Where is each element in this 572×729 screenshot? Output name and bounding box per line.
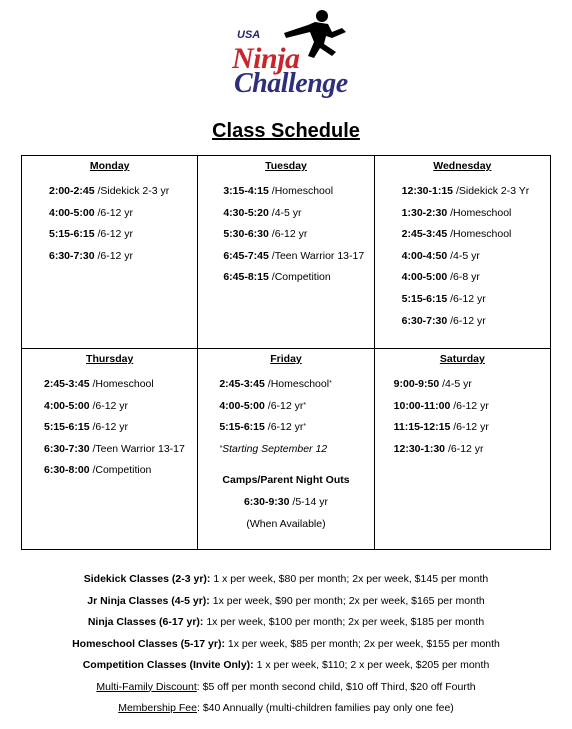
class-entry: 4:00-4:50 /4-5 yr xyxy=(401,249,480,262)
schedule-table xyxy=(21,155,551,550)
pricing-line: Competition Classes (Invite Only): 1 x per week, $110; 2 x per week, $205 per month xyxy=(82,659,490,671)
camps-availability-note: (When Available) xyxy=(246,517,326,530)
membership-fee: Membership Fee: $40 Annually (multi-children families pay only one fee) xyxy=(118,702,454,714)
class-entry: 12:30-1:15 /Sidekick 2-3 Yr xyxy=(401,185,530,197)
class-entry: 2:45-3:45 /Homeschool* xyxy=(219,378,332,390)
friday-start-note: *Starting September 12 xyxy=(219,442,328,455)
camps-time-row: 6:30-9:30 /5-14 yr xyxy=(243,495,329,508)
class-entry: 4:30-5:20 /4-5 yr xyxy=(223,206,302,219)
logo-ninja-text: Ninja xyxy=(232,42,300,75)
class-entry: 6:30-7:30 /6-12 yr xyxy=(49,249,134,262)
class-entry: 4:00-5:00 /6-12 yr xyxy=(49,206,134,219)
class-entry: 5:15-6:15 /6-12 yr xyxy=(44,421,129,434)
pricing-line: Ninja Classes (6-17 yr): 1x per week, $100 per month; 2x per week, $185 per month xyxy=(87,616,485,628)
day-heading: Friday xyxy=(270,353,302,365)
day-cell-monday xyxy=(22,156,198,349)
class-entry: 12:30-1:30 /6-12 yr xyxy=(393,442,484,455)
class-entry: 5:15-6:15 /6-12 yr* xyxy=(219,421,307,434)
day-cell-saturday xyxy=(374,349,550,550)
class-entry: 5:15-6:15 /6-12 yr xyxy=(401,292,486,305)
day-heading: Thursday xyxy=(86,353,134,365)
day-cell-wednesday xyxy=(374,156,550,349)
day-heading: Wednesday xyxy=(433,160,492,172)
day-cell-tuesday xyxy=(198,156,374,349)
camps-heading: Camps/Parent Night Outs xyxy=(222,474,350,487)
class-entry: 5:15-6:15 /6-12 yr xyxy=(49,228,134,241)
class-entry: 10:00-11:00 /6-12 yr xyxy=(393,399,489,412)
usa-ninja-challenge-logo xyxy=(228,10,358,102)
class-entry: 2:45-3:45 /Homeschool xyxy=(401,228,512,241)
pricing-line: Homeschool Classes (5-17 yr): 1x per week, $85 per month; 2x per week, $155 per month xyxy=(72,637,500,650)
class-entry: 4:00-5:00 /6-12 yr* xyxy=(219,399,307,412)
page-title: Class Schedule xyxy=(212,120,360,142)
class-entry: 2:00-2:45 /Sidekick 2-3 yr xyxy=(49,185,170,197)
day-cell-friday xyxy=(198,349,374,550)
logo-usa-text: USA xyxy=(237,29,261,41)
class-entry: 4:00-5:00 /6-8 yr xyxy=(401,271,480,284)
class-entry: 6:30-8:00 /Competition xyxy=(44,464,152,477)
class-entry: 11:15-12:15 /6-12 yr xyxy=(393,421,489,434)
class-entry: 5:30-6:30 /6-12 yr xyxy=(223,228,308,241)
day-heading: Saturday xyxy=(439,353,485,365)
day-heading: Tuesday xyxy=(265,160,307,172)
pricing-line: Sidekick Classes (2-3 yr): 1 x per week, $80 per month; 2x per week, $145 per month xyxy=(83,573,489,585)
class-entry: 6:30-7:30 /6-12 yr xyxy=(401,314,486,327)
camps-section xyxy=(198,473,373,538)
multi-family-discount: Multi-Family Discount: $5 off per month second child, $10 off Third, $20 off Fourth xyxy=(96,680,476,693)
pricing-section xyxy=(0,572,572,723)
class-entry: 6:45-8:15 /Competition xyxy=(223,271,331,284)
class-entry: 1:30-2:30 /Homeschool xyxy=(401,206,512,219)
pricing-line: Jr Ninja Classes (4-5 yr): 1x per week, $90 per month; 2x per week, $165 per month xyxy=(87,594,485,607)
class-entry: 2:45-3:45 /Homeschool xyxy=(44,378,154,390)
day-heading: Monday xyxy=(89,160,130,172)
class-entry: 6:45-7:45 /Teen Warrior 13-17 xyxy=(223,249,365,262)
class-entry: 6:30-7:30 /Teen Warrior 13-17 xyxy=(44,442,185,455)
logo-challenge-text: Challenge xyxy=(234,68,348,99)
day-cell-thursday xyxy=(22,349,198,550)
class-entry: 9:00-9:50 /4-5 yr xyxy=(393,378,472,390)
class-entry: 3:15-4:15 /Homeschool xyxy=(223,185,334,197)
class-entry: 4:00-5:00 /6-12 yr xyxy=(44,399,129,412)
